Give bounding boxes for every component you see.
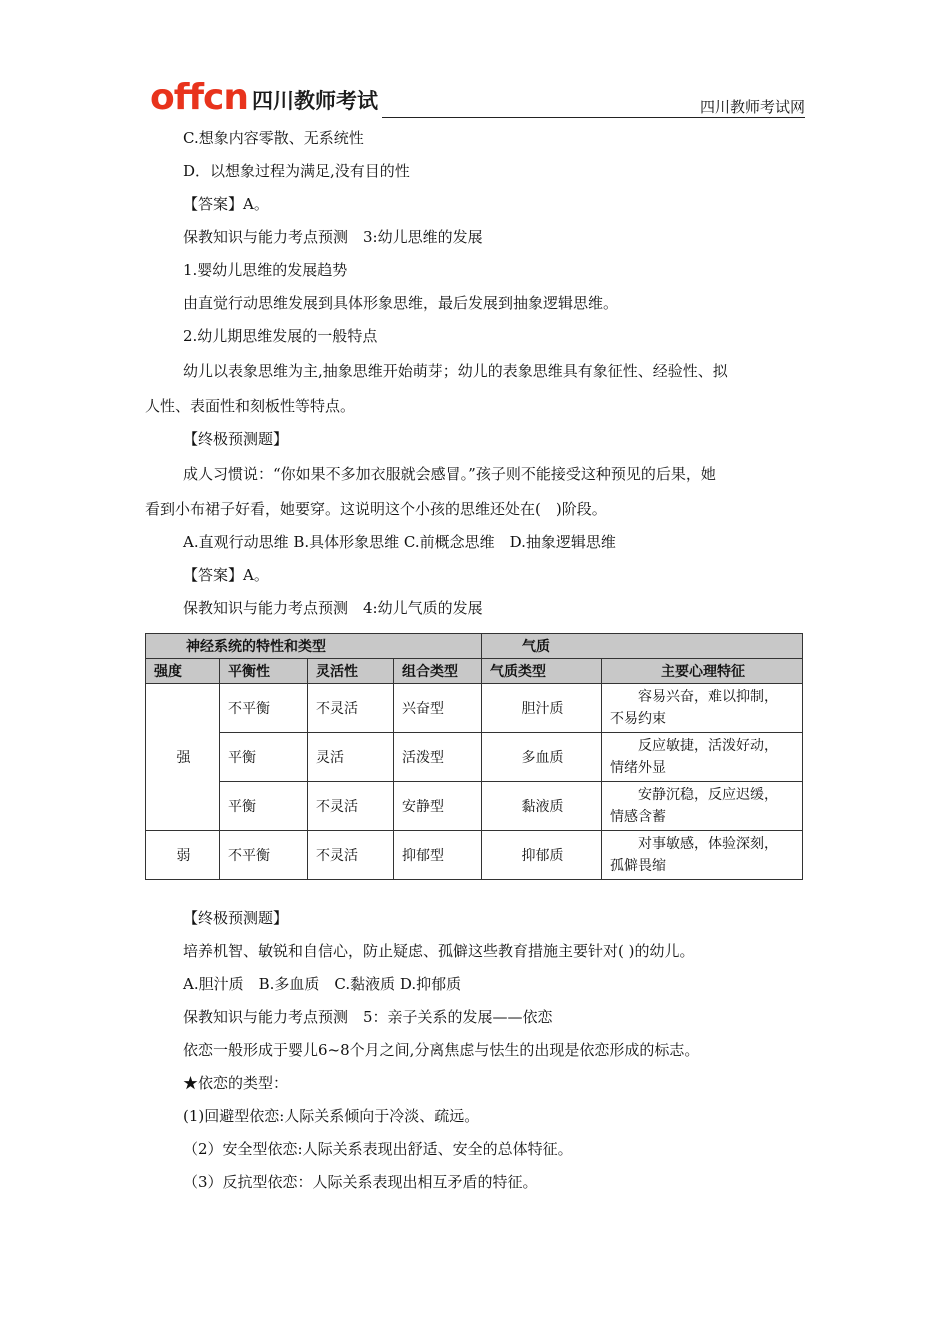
- col-header: 平衡性: [220, 659, 308, 684]
- text-line: 看到小布裙子好看，她要穿。这说明这个小孩的思维还处在( )阶段。: [145, 500, 607, 518]
- table-cell: 平衡: [220, 782, 308, 831]
- feature-text: 不易约束: [610, 711, 666, 727]
- text-line: 幼儿以表象思维为主,抽象思维开始萌芽；幼儿的表象思维具有象征性、经验性、拟: [183, 362, 728, 380]
- text-line: 成人习惯说：“你如果不多加衣服就会感冒。”孩子则不能接受这种预见的后果，她: [183, 465, 716, 483]
- list-item: （2）安全型依恋:人际关系表现出舒适、安全的总体特征。: [183, 1140, 573, 1158]
- list-item: （3）反抗型依恋：人际关系表现出相互矛盾的特征。: [183, 1173, 538, 1191]
- section-heading: 保教知识与能力考点预测 5：亲子关系的发展——依恋: [183, 1008, 553, 1026]
- table-cell: 抑郁型: [394, 831, 482, 880]
- table-cell: 不平衡: [220, 831, 308, 880]
- group-header-temperament: 气质: [482, 634, 803, 659]
- list-item: (1)回避型依恋:人际关系倾向于冷淡、疏远。: [183, 1107, 480, 1125]
- text-line: 人性、表面性和刻板性等特点。: [145, 397, 356, 415]
- table-cell: 黏液质: [482, 782, 602, 831]
- col-header: 组合类型: [394, 659, 482, 684]
- temperament-table: [145, 633, 803, 880]
- strength-weak: 弱: [146, 831, 220, 880]
- logo-brand: offcn: [150, 77, 249, 118]
- answer-line: 【答案】A。: [183, 566, 269, 584]
- feature-text: 对事敏感，体验深刻，: [638, 836, 778, 852]
- section-heading: 保教知识与能力考点预测 3:幼儿思维的发展: [183, 228, 483, 246]
- col-header: 灵活性: [308, 659, 394, 684]
- text-line: 1.婴幼儿思维的发展趋势: [183, 261, 348, 279]
- text-line: C.想象内容零散、无系统性: [183, 129, 364, 147]
- temperament-table-wrap: [145, 633, 807, 880]
- feature-cell: [602, 831, 803, 880]
- text-line: 依恋一般形成于婴儿6~8个月之间,分离焦虑与怯生的出现是依恋形成的标志。: [183, 1041, 700, 1059]
- feature-text: 容易兴奋，难以抑制，: [638, 689, 778, 705]
- text-line: ★依恋的类型：: [183, 1074, 289, 1092]
- feature-text: 情绪外显: [610, 760, 666, 776]
- table-cell: 活泼型: [394, 733, 482, 782]
- options-line: A.直观行动思维 B.具体形象思维 C.前概念思维 D.抽象逻辑思维: [183, 533, 616, 551]
- feature-cell: [602, 782, 803, 831]
- logo-subtitle: 四川教师考试: [252, 89, 379, 113]
- table-cell: 不灵活: [308, 782, 394, 831]
- table-cell: 抑郁质: [482, 831, 602, 880]
- table-cell: 不灵活: [308, 831, 394, 880]
- table-cell: 灵活: [308, 733, 394, 782]
- offcn-logo: [150, 72, 378, 116]
- table-cell: 不灵活: [308, 684, 394, 733]
- header-rule: [382, 117, 805, 118]
- document-body: [145, 122, 807, 1199]
- table-cell: 不平衡: [220, 684, 308, 733]
- text-line: 培养机智、敏锐和自信心，防止疑虑、孤僻这些教育措施主要针对( )的幼儿。: [183, 942, 695, 960]
- table-cell: 安静型: [394, 782, 482, 831]
- table-cell: 多血质: [482, 733, 602, 782]
- col-header: 气质类型: [482, 659, 602, 684]
- feature-cell: [602, 733, 803, 782]
- text-line: D．以想象过程为满足,没有目的性: [183, 162, 410, 180]
- col-header: 主要心理特征: [602, 659, 803, 684]
- section-heading: 保教知识与能力考点预测 4:幼儿气质的发展: [183, 599, 483, 617]
- text-line: 2.幼儿期思维发展的一般特点: [183, 327, 378, 345]
- feature-text: 情感含蓄: [610, 809, 666, 825]
- strength-strong: 强: [146, 684, 220, 831]
- text-line: 由直觉行动思维发展到具体形象思维，最后发展到抽象逻辑思维。: [183, 294, 619, 312]
- options-line: A.胆汁质 B.多血质 C.黏液质 D.抑郁质: [183, 975, 462, 993]
- question-heading: 【终极预测题】: [183, 909, 289, 927]
- feature-text: 反应敏捷，活泼好动，: [638, 738, 778, 754]
- feature-text: 安静沉稳，反应迟缓，: [638, 787, 778, 803]
- page-header: [150, 72, 805, 120]
- table-cell: 胆汁质: [482, 684, 602, 733]
- answer-line: 【答案】A。: [183, 195, 269, 213]
- table-cell: 平衡: [220, 733, 308, 782]
- table-cell: 兴奋型: [394, 684, 482, 733]
- feature-text: 孤僻畏缩: [610, 858, 666, 874]
- col-header: 强度: [146, 659, 220, 684]
- feature-cell: [602, 684, 803, 733]
- group-header-nervous: 神经系统的特性和类型: [146, 634, 482, 659]
- question-heading: 【终极预测题】: [183, 430, 289, 448]
- site-name: 四川教师考试网: [699, 98, 805, 116]
